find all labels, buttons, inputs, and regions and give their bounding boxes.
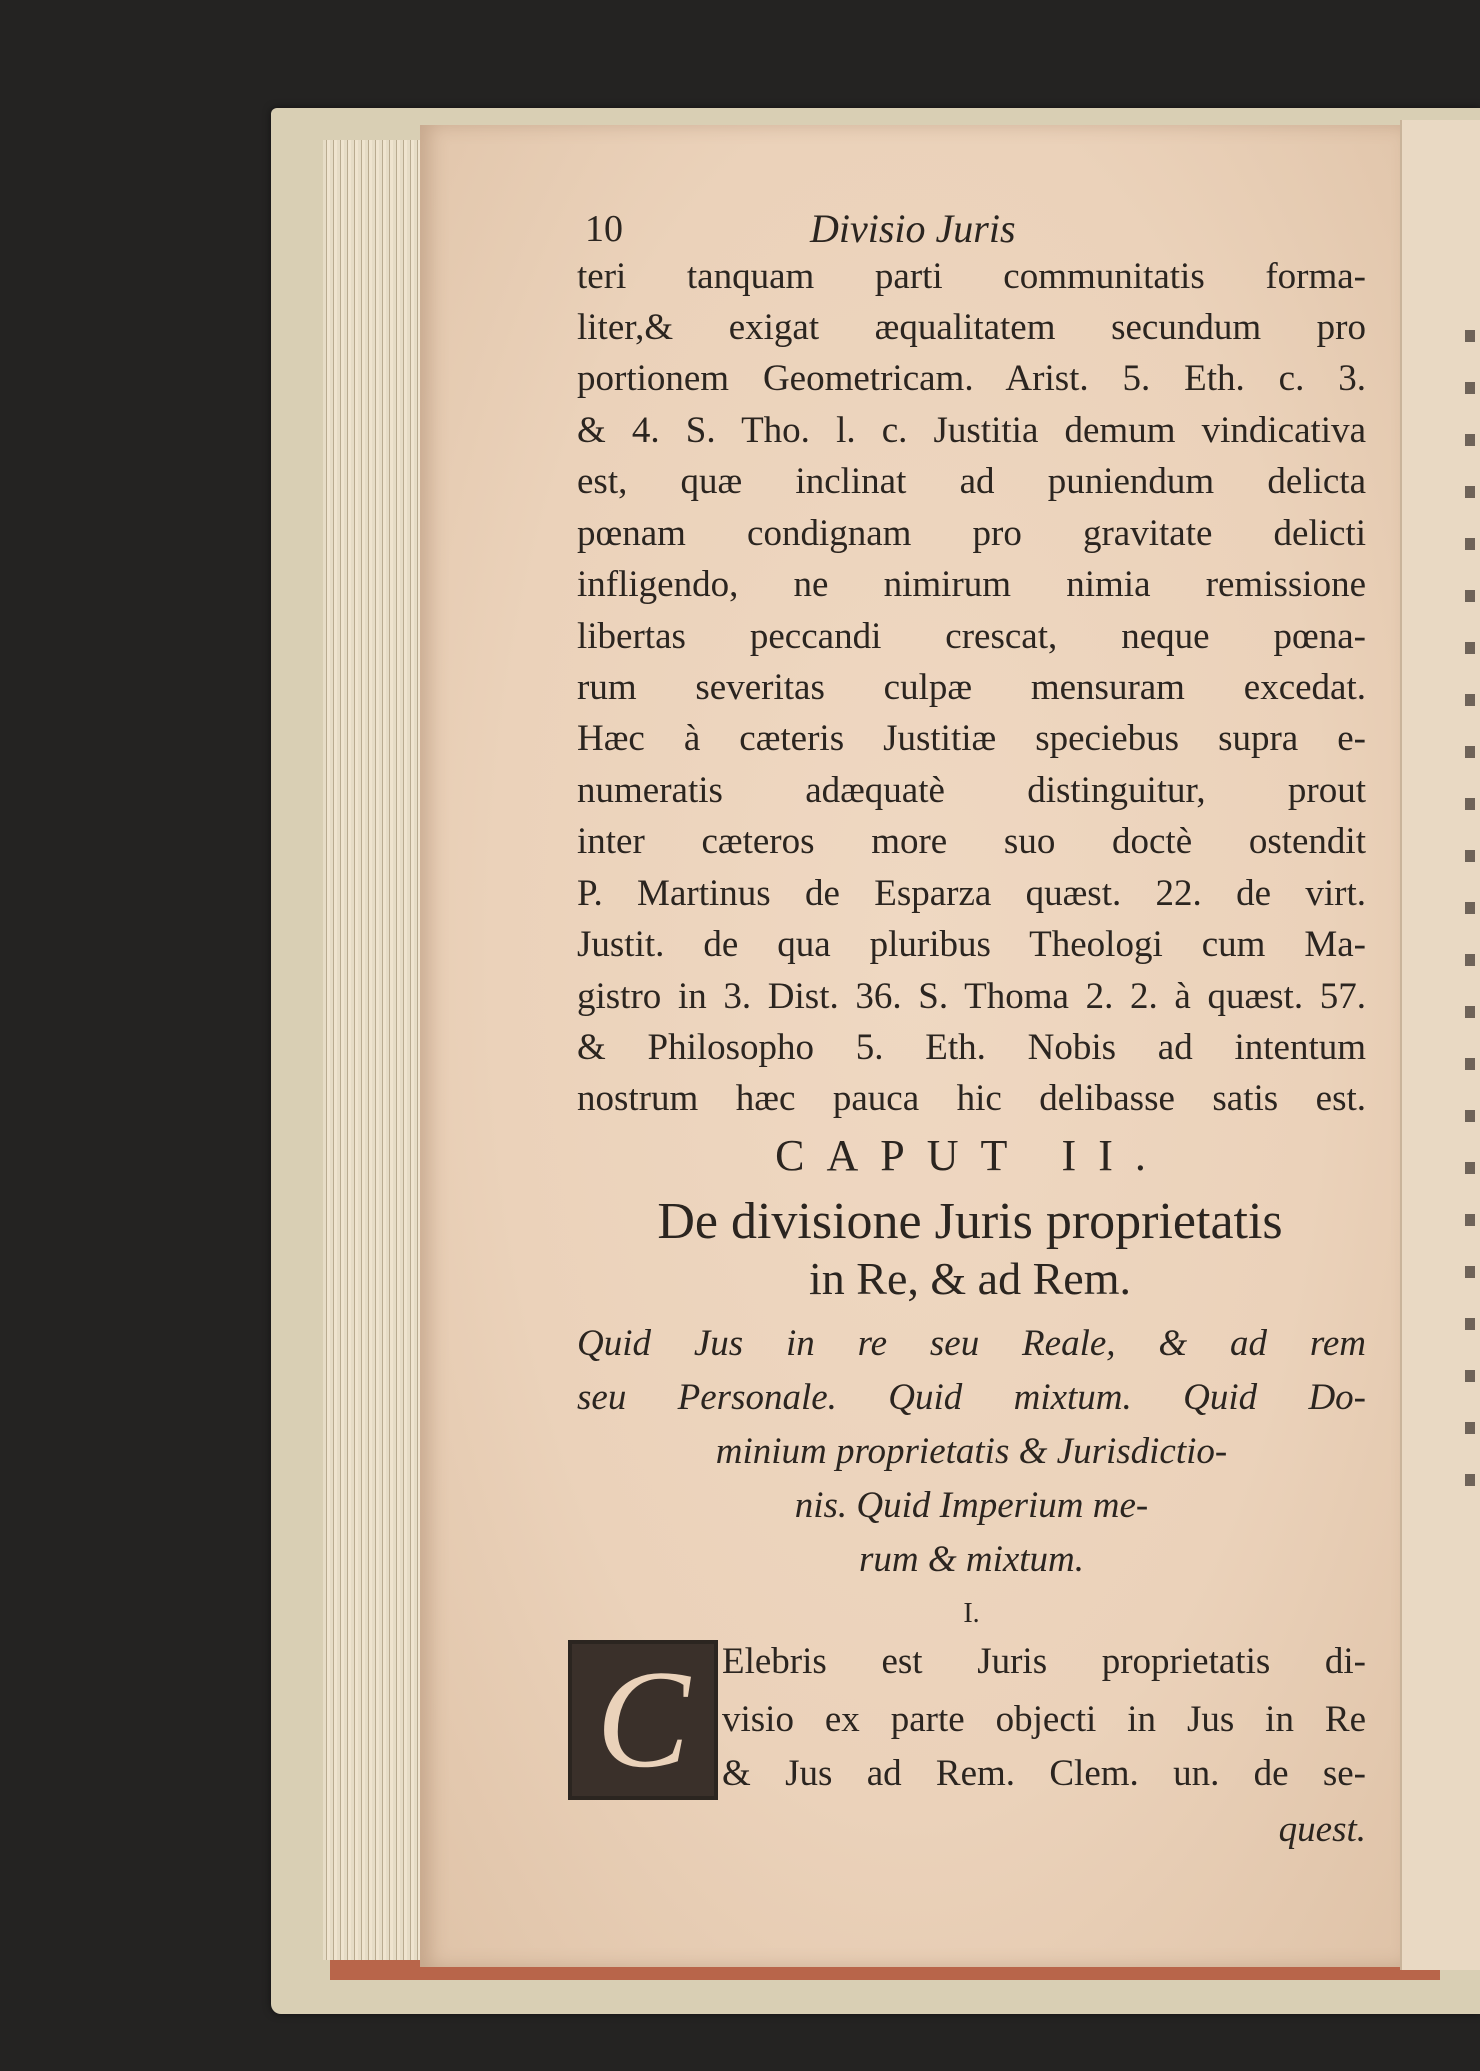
body-line: pœnam condignam pro gravitate delicti [577, 513, 1366, 554]
body-line: inter cæteros more suo doctè ostendit [577, 821, 1366, 862]
body-line: nostrum hæc pauca hic delibasse satis est. [577, 1078, 1366, 1119]
summary-line: rum & mixtum. [858, 1539, 1085, 1580]
summary-line: nis. Quid Imperium me- [794, 1485, 1149, 1526]
catchword: quest. [1278, 1809, 1366, 1850]
summary-line: Quid Jus in re seu Reale, & ad rem [577, 1323, 1366, 1364]
section-line: & Jus ad Rem. Clem. un. de se- [722, 1753, 1366, 1794]
body-line: Justit. de qua pluribus Theologi cum Ma- [577, 924, 1366, 965]
page-number: 10 [585, 208, 623, 250]
body-line: rum severitas culpæ mensuram excedat. [577, 667, 1366, 708]
body-line: libertas peccandi crescat, neque pœna- [577, 616, 1366, 657]
body-line: infligendo, ne nimirum nimia remissione [577, 564, 1366, 605]
body-line: portionem Geometricam. Arist. 5. Eth. c. 3. [577, 358, 1366, 399]
chapter-title-line2: in Re, & ad Rem. [809, 1253, 1131, 1304]
section-line: visio ex parte objecti in Jus in Re [722, 1699, 1366, 1740]
ornamental-drop-cap [568, 1640, 718, 1800]
body-line: Hæc à cæteris Justitiæ speciebus supra e- [577, 718, 1366, 759]
summary-line: seu Personale. Quid mixtum. Quid Do- [577, 1377, 1366, 1418]
body-line: liter,& exigat æqualitatem secundum pro [577, 307, 1366, 348]
body-line: & Philosopho 5. Eth. Nobis ad intentum [577, 1027, 1366, 1068]
body-line: P. Martinus de Esparza quæst. 22. de virt. [577, 873, 1366, 914]
body-line: numeratis adæquatè distinguitur, prout [577, 770, 1366, 811]
running-title: Divisio Juris [810, 206, 1016, 251]
section-number: I. [963, 1598, 980, 1629]
body-line: gistro in 3. Dist. 36. S. Thoma 2. 2. à quæst. 57. [577, 976, 1366, 1017]
body-line: & 4. S. Tho. l. c. Justitia demum vindicativa [577, 410, 1366, 451]
chapter-title: De divisione Juris proprietatis [657, 1193, 1283, 1250]
body-line: teri tanquam parti communitatis forma- [577, 256, 1366, 297]
facing-page-text-edge [1465, 290, 1475, 1490]
chapter-label: CAPUT II. [775, 1131, 1168, 1180]
body-line: est, quæ inclinat ad puniendum delicta [577, 461, 1366, 502]
section-line: Elebris est Juris proprietatis di- [722, 1641, 1366, 1682]
drop-cap-letter: C [596, 1642, 690, 1797]
page-edges [323, 140, 423, 1960]
summary-line: minium proprietatis & Jurisdictio- [715, 1431, 1228, 1472]
